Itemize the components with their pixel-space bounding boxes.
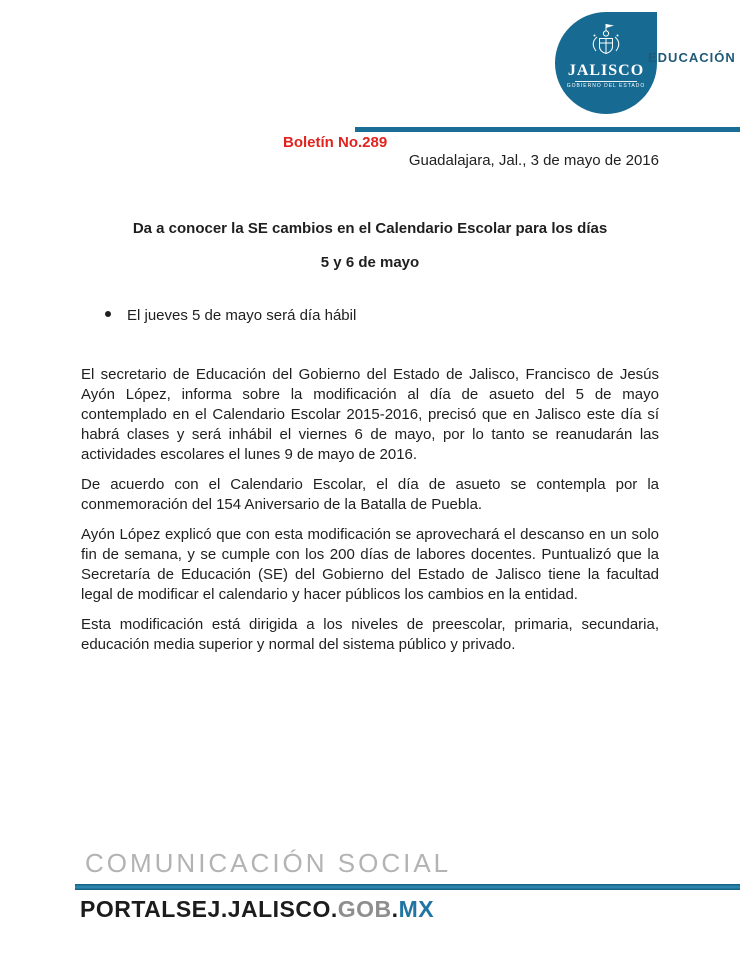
paragraph-4: Esta modificación está dirigida a los niveles de preescolar, primaria, secundaria, educación media superior y normal del sistema público y privado. bbox=[81, 616, 659, 653]
logo-subtitle: GOBIERNO DEL ESTADO bbox=[566, 83, 646, 89]
header-divider bbox=[355, 127, 740, 132]
url-segment-domain: PORTALSEJ.JALISCO. bbox=[80, 896, 338, 922]
title-line-1: Da a conocer la SE cambios en el Calendario Escolar para los días bbox=[132, 220, 608, 237]
bullet-text: El jueves 5 de mayo será día hábil bbox=[127, 307, 357, 324]
footer-divider bbox=[75, 884, 740, 890]
jalisco-logo bbox=[555, 12, 657, 114]
list-item bbox=[105, 307, 356, 324]
coat-of-arms-icon bbox=[586, 22, 626, 62]
communication-social-label: COMUNICACIÓN SOCIAL bbox=[85, 848, 452, 878]
paragraph-2: De acuerdo con el Calendario Escolar, el día de asueto se contempla por la conmemoración del 154 Aniversario de la Batalla de Puebla. bbox=[81, 476, 659, 513]
document-title bbox=[81, 220, 659, 272]
portal-url-link[interactable] bbox=[80, 896, 434, 923]
body-text bbox=[81, 365, 659, 665]
department-label: EDUCACIÓN bbox=[648, 50, 736, 65]
title-line-2: 5 y 6 de mayo bbox=[320, 254, 420, 271]
logo-name: JALISCO bbox=[567, 62, 645, 79]
url-segment-dot: . bbox=[391, 896, 399, 922]
dateline: Guadalajara, Jal., 3 de mayo de 2016 bbox=[408, 152, 659, 169]
bullet-icon bbox=[105, 311, 111, 317]
url-segment-gob: GOB bbox=[337, 896, 392, 922]
paragraph-3: Ayón López explicó que con esta modificación se aprovechará el descanso en un solo fin de semana, y se cumple con los 200 días de labores docentes. Puntualizó que la Secretaría de Educación (SE) del Gobierno del Estado de Jalisco tiene la facultad legal de modificar el calendario y hacer públicos los cambios en la entidad. bbox=[81, 526, 659, 603]
bulletin-number: Boletín No.289 bbox=[283, 134, 388, 151]
paragraph-1: El secretario de Educación del Gobierno del Estado de Jalisco, Francisco de Jesús Ayón López, informa sobre la modificación al día de asueto del 5 de mayo contemplado en el Calendario Escolar 2015-2016, precisó que en Jalisco este día sí habrá clases y será inhábil el viernes 6 de mayo, por lo tanto se reanudarán las actividades escolares el lunes 9 de mayo de 2016. bbox=[81, 366, 659, 463]
url-segment-mx: MX bbox=[398, 896, 435, 922]
logo-divider bbox=[575, 81, 637, 82]
